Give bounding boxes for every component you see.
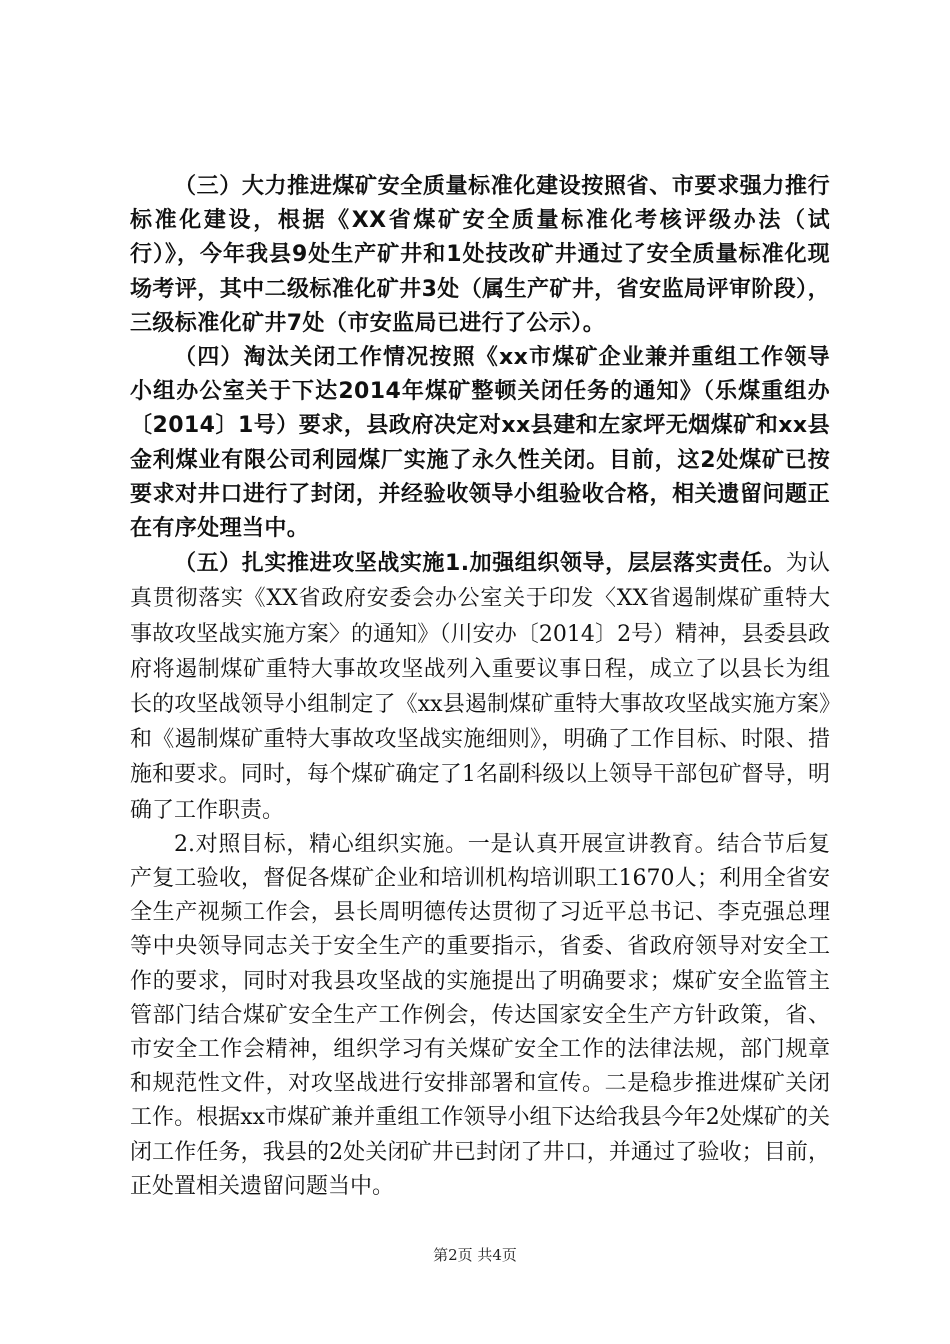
paragraph-section-3: （三）大力推进煤矿安全质量标准化建设按照省、市要求强力推行标准化建设，根据《XX省煤矿安全质量标准化考核评级办法（试行）》，今年我县9处生产矿井和1处技改矿井通过了安全质量标准化现场考评，其中二级标准化矿井3处（属生产矿井，省安监局评审阶段），三级标准化矿井7处（市安监局已进行了公示）。 [130, 174, 830, 336]
section-5-body: 为认真贯彻落实《XX省政府安委会办公室关于印发〈XX省遏制煤矿重特大事故攻坚战实施方案〉的通知》（川安办〔2014〕2号）精神，县委县政府将遏制煤矿重特大事故攻坚战列入重要议事日程，成立了以县长为组长的攻坚战领导小组制定了《xx县遏制煤矿重特大事故攻坚战实施方案》和《遏制煤矿重特大事故攻坚战实施细则》，明确了工作目标、时限、措施和要求。同时，每个煤矿确定了1名副科级以上领导干部包矿督导，明确了工作职责。 [130, 551, 830, 823]
document-body [130, 170, 830, 1204]
paragraph-item-2: 2.对照目标，精心组织实施。一是认真开展宣讲教育。结合节后复产复工验收，督促各煤矿企业和培训机构培训职工1670人；利用全省安全生产视频工作会，县长周明德传达贯彻了习近平总书记、李克强总理等中央领导同志关于安全生产的重要指示，省委、省政府领导对安全工作的要求，同时对我县攻坚战的实施提出了明确要求；煤矿安全监管主管部门结合煤矿安全生产工作例会，传达国家安全生产方针政策，省、市安全工作会精神，组织学习有关煤矿安全工作的法律法规，部门规章和规范性文件，对攻坚战进行安排部署和宣传。二是稳步推进煤矿关闭工作。根据xx市煤矿兼并重组工作领导小组下达给我县今年2处煤矿的关闭工作任务，我县的2处关闭矿井已封闭了井口，并通过了验收；目前，正处置相关遗留问题当中。 [130, 831, 830, 1199]
paragraph-section-4: （四）淘汰关闭工作情况按照《xx市煤矿企业兼并重组工作领导小组办公室关于下达2014年煤矿整顿关闭任务的通知》（乐煤重组办〔2014〕1号）要求，县政府决定对xx县建和左家坪无烟煤矿和xx县金利煤业有限公司利园煤厂实施了永久性关闭。目前，这2处煤矿已按要求对井口进行了封闭，并经验收领导小组验收合格，相关遗留问题正在有序处理当中。 [130, 345, 830, 542]
section-5-heading: （五）扎实推进攻坚战实施1.加强组织领导，层层落实责任。 [174, 551, 786, 577]
paragraph-section-5 [130, 546, 830, 828]
page-number-footer: 第2页 共4页 [433, 1246, 517, 1264]
